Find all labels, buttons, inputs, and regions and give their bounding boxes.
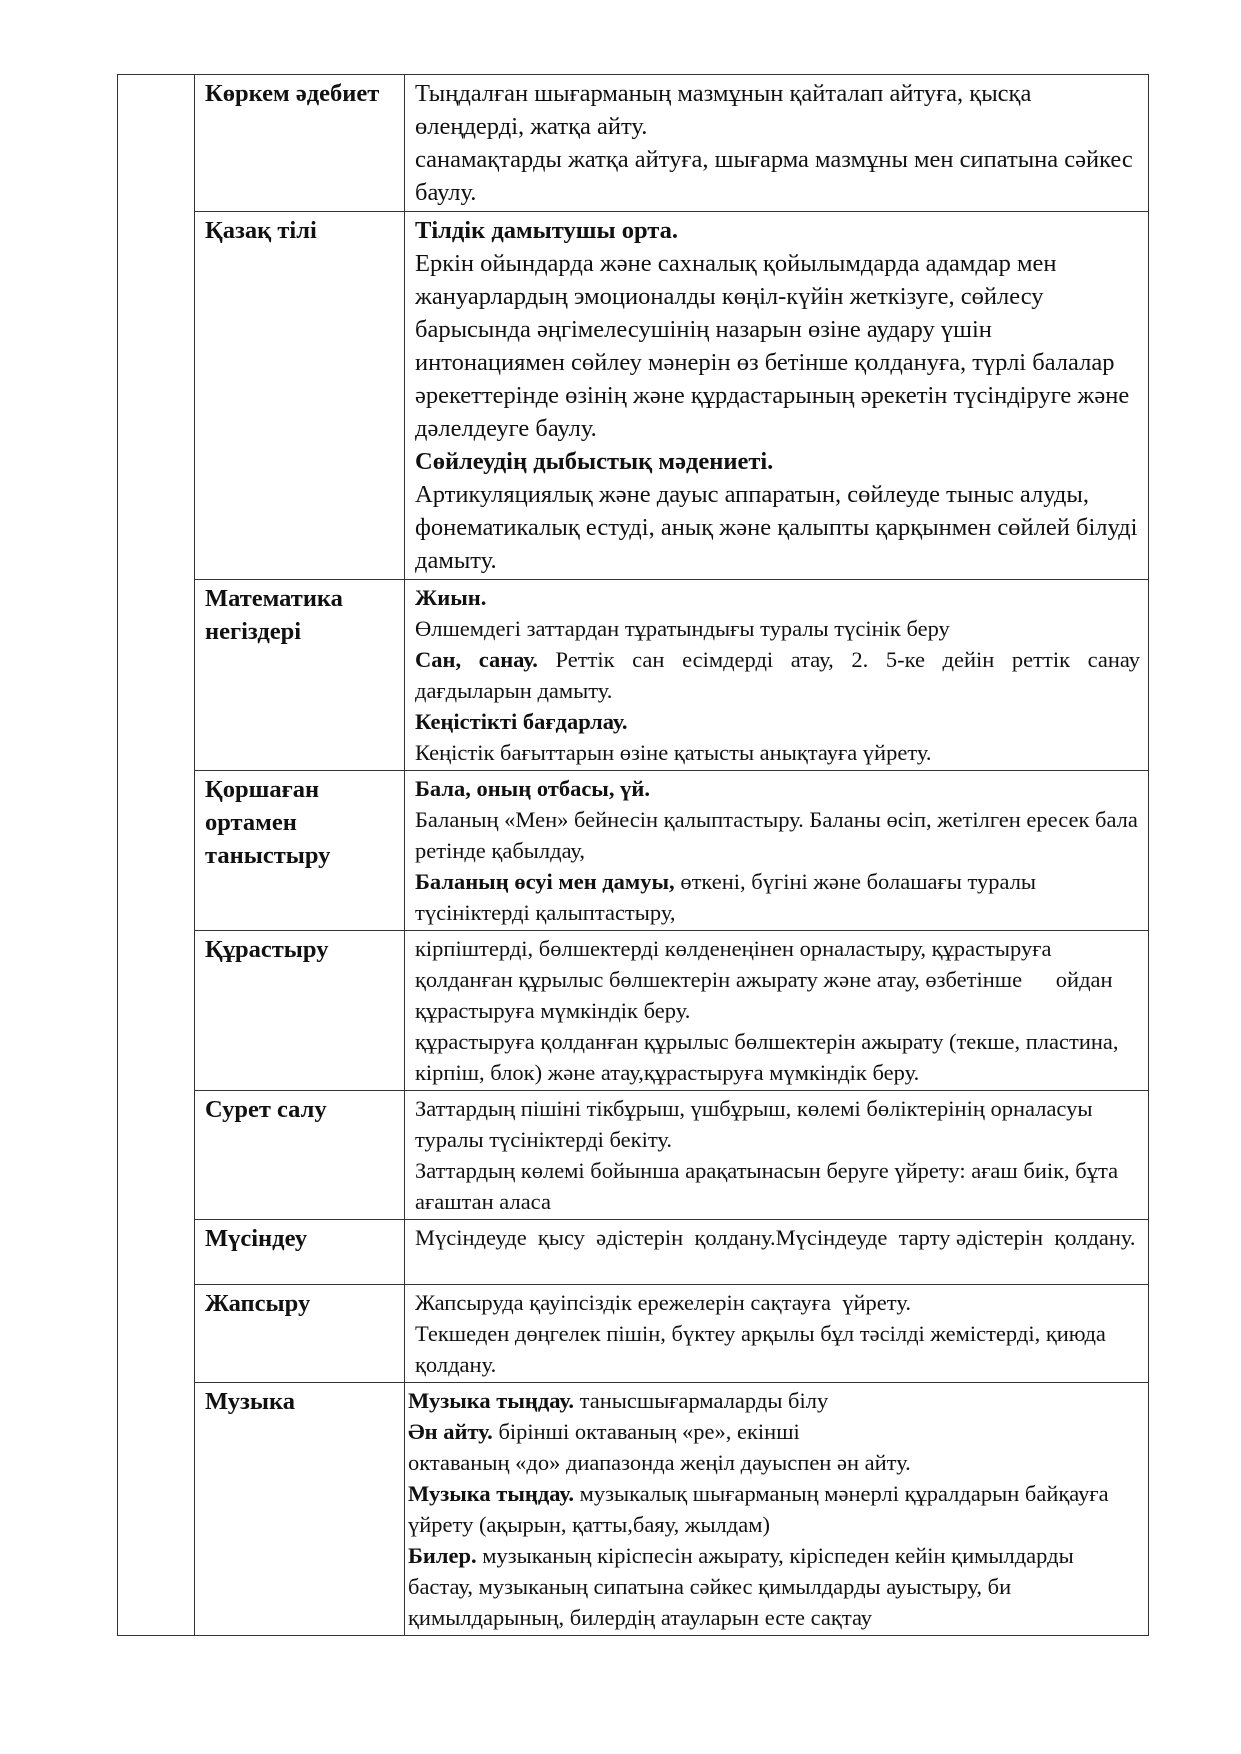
section-heading: Тілдік дамытушы орта. — [415, 217, 678, 244]
inline-heading: Музыка тыңдау. — [408, 1481, 574, 1506]
content-text — [408, 1478, 1140, 1540]
content-text: Еркін ойындарда және сахналық қойылымдарда адамдар мен жануарлардың эмоционалды көңіл-күйін жеткізуге, сөйлесу барысында әңгімелесушінің назарын өзіне аудару үшін интонациямен сөйлеу мәнерін өз бетінше қолдануға, түрлі балалар әрекеттерінде өзінің және құрдастарының әрекетін түсіндіруге және дәлелдеуге баулу. — [415, 250, 1130, 442]
inline-heading: Билер. — [408, 1543, 477, 1568]
subject-cell: Мүсіндеу — [195, 1220, 405, 1285]
inline-text: музыкалық шығарманың мәнерлі құралдарын байқауға үйрету (ақырын, қатты,баяу, жылдам) — [408, 1481, 1109, 1537]
inline-text: бірінші октаваның «ре», екінші — [492, 1419, 800, 1444]
content-text — [408, 1416, 1140, 1447]
section-heading: Жиын. — [415, 585, 487, 610]
subject-cell: Сурет салу — [195, 1091, 405, 1220]
content-text: Өлшемдегі заттардан тұратындығы туралы түсінік беру — [415, 616, 950, 641]
content-text: Тыңдалған шығарманың мазмұнын қайталап айтуға, қысқа өлеңдерді, жатқа айту. — [415, 80, 1032, 140]
content-text: Заттардың пішіні тікбұрыш, үшбұрыш, көлемі бөліктерінің орналасуы туралы түсініктерді бекіту. — [415, 1096, 1093, 1152]
inline-heading: Сан, санау. — [415, 647, 538, 672]
subject-cell: Құрастыру — [195, 931, 405, 1091]
content-text: октаваның «до» диапазонда жеңіл дауыспен ән айту. — [408, 1450, 911, 1475]
inline-text: танысшығармаларды білу — [574, 1388, 829, 1413]
content-text: Жапсыруда қауіпсіздік ережелерін сақтауға үйрету. — [415, 1290, 911, 1315]
content-text — [415, 866, 1140, 928]
inline-heading: Баланың өсуі мен дамуы, — [415, 869, 675, 894]
table-row — [118, 75, 1149, 212]
content-text: Артикуляциялық және дауыс аппаратын, сөйлеуде тыныс алуды, фонематикалық естуді, анық және қалыпты қарқынмен сөйлей білуді дамыту. — [415, 481, 1138, 574]
inline-heading: Музыка тыңдау. — [408, 1388, 574, 1413]
inline-heading: Ән айту. — [408, 1419, 493, 1444]
content-text: Баланың «Мен» бейнесін қалыптастыру. Баланы өсіп, жетілген ересек бала ретінде қабылдау, — [415, 807, 1138, 863]
content-text: санамақтарды жатқа айтуға, шығарма мазмұны мен сипатына сәйкес баулу. — [415, 146, 1133, 206]
subject-cell: Көркем әдебиет — [195, 75, 405, 212]
content-text — [408, 1540, 1140, 1633]
content-text: Мүсіндеуде қысу әдістерін қолдану.Мүсіндеуде тарту әдістерін қолдану. — [415, 1225, 1136, 1250]
empty-cell — [118, 75, 195, 1636]
content-cell — [405, 1383, 1149, 1636]
content-cell — [405, 580, 1149, 771]
inline-text: Реттік сан есімдерді атау, 2. 5-ке дейін реттік санау дағдыларын дамыту. — [415, 647, 1141, 703]
section-heading: Бала, оның отбасы, үй. — [415, 776, 650, 801]
content-text: Заттардың көлемі бойынша арақатынасын беруге үйрету: ағаш биік, бұта ағаштан аласа — [415, 1158, 1119, 1214]
subject-cell: Қоршаған ортамен таныстыру — [195, 771, 405, 931]
content-cell — [405, 75, 1149, 212]
content-text — [415, 644, 1140, 706]
inline-text: музыканың кіріспесін ажырату, кіріспеден кейін қимылдарды бастау, музыканың сипатына сәйкес қимылдарды ауыстыру, би қимылдарының, билердің атауларын есте сақтау — [408, 1543, 1074, 1630]
content-cell — [405, 1091, 1149, 1220]
table-row — [118, 1383, 1149, 1636]
table-row — [118, 580, 1149, 771]
content-text: Текшеден дөңгелек пішін, бүктеу арқылы бұл тәсілді жемістерді, қиюда қолдану. — [415, 1321, 1106, 1377]
table-row — [118, 1285, 1149, 1383]
inline-text: өткені, бүгіні және болашағы туралы түсініктерді қалыптастыру, — [415, 869, 1037, 925]
subject-cell: Математика негіздері — [195, 580, 405, 771]
table-row — [118, 1091, 1149, 1220]
content-text: кірпіштерді, бөлшектерді көлденеңінен орналастыру, құрастыруға қолданған құрылыс бөлшектерін ажырату және атау, өзбетінше ойдан құрастыруға мүмкіндік беру. — [415, 936, 1119, 1023]
table-row — [118, 931, 1149, 1091]
content-cell — [405, 931, 1149, 1091]
table-row — [118, 212, 1149, 580]
subject-cell: Музыка — [195, 1383, 405, 1636]
content-text: Кеңістік бағыттарын өзіне қатысты анықтауға үйрету. — [415, 740, 932, 765]
content-cell — [405, 212, 1149, 580]
content-cell — [405, 771, 1149, 931]
content-text — [408, 1385, 1140, 1416]
section-heading: Кеңістікті бағдарлау. — [415, 709, 628, 734]
subject-cell: Жапсыру — [195, 1285, 405, 1383]
table-row — [118, 771, 1149, 931]
content-cell — [405, 1220, 1149, 1285]
content-cell — [405, 1285, 1149, 1383]
section-heading: Сөйлеудің дыбыстық мәдениеті. — [415, 448, 774, 475]
subject-cell: Қазақ тілі — [195, 212, 405, 580]
table-row — [118, 1220, 1149, 1285]
curriculum-table — [117, 74, 1149, 1636]
content-text: құрастыруға қолданған құрылыс бөлшектерін ажырату (текше, пластина, кірпіш, блок) және атау,құрастыруға мүмкіндік беру. — [415, 1029, 1119, 1085]
